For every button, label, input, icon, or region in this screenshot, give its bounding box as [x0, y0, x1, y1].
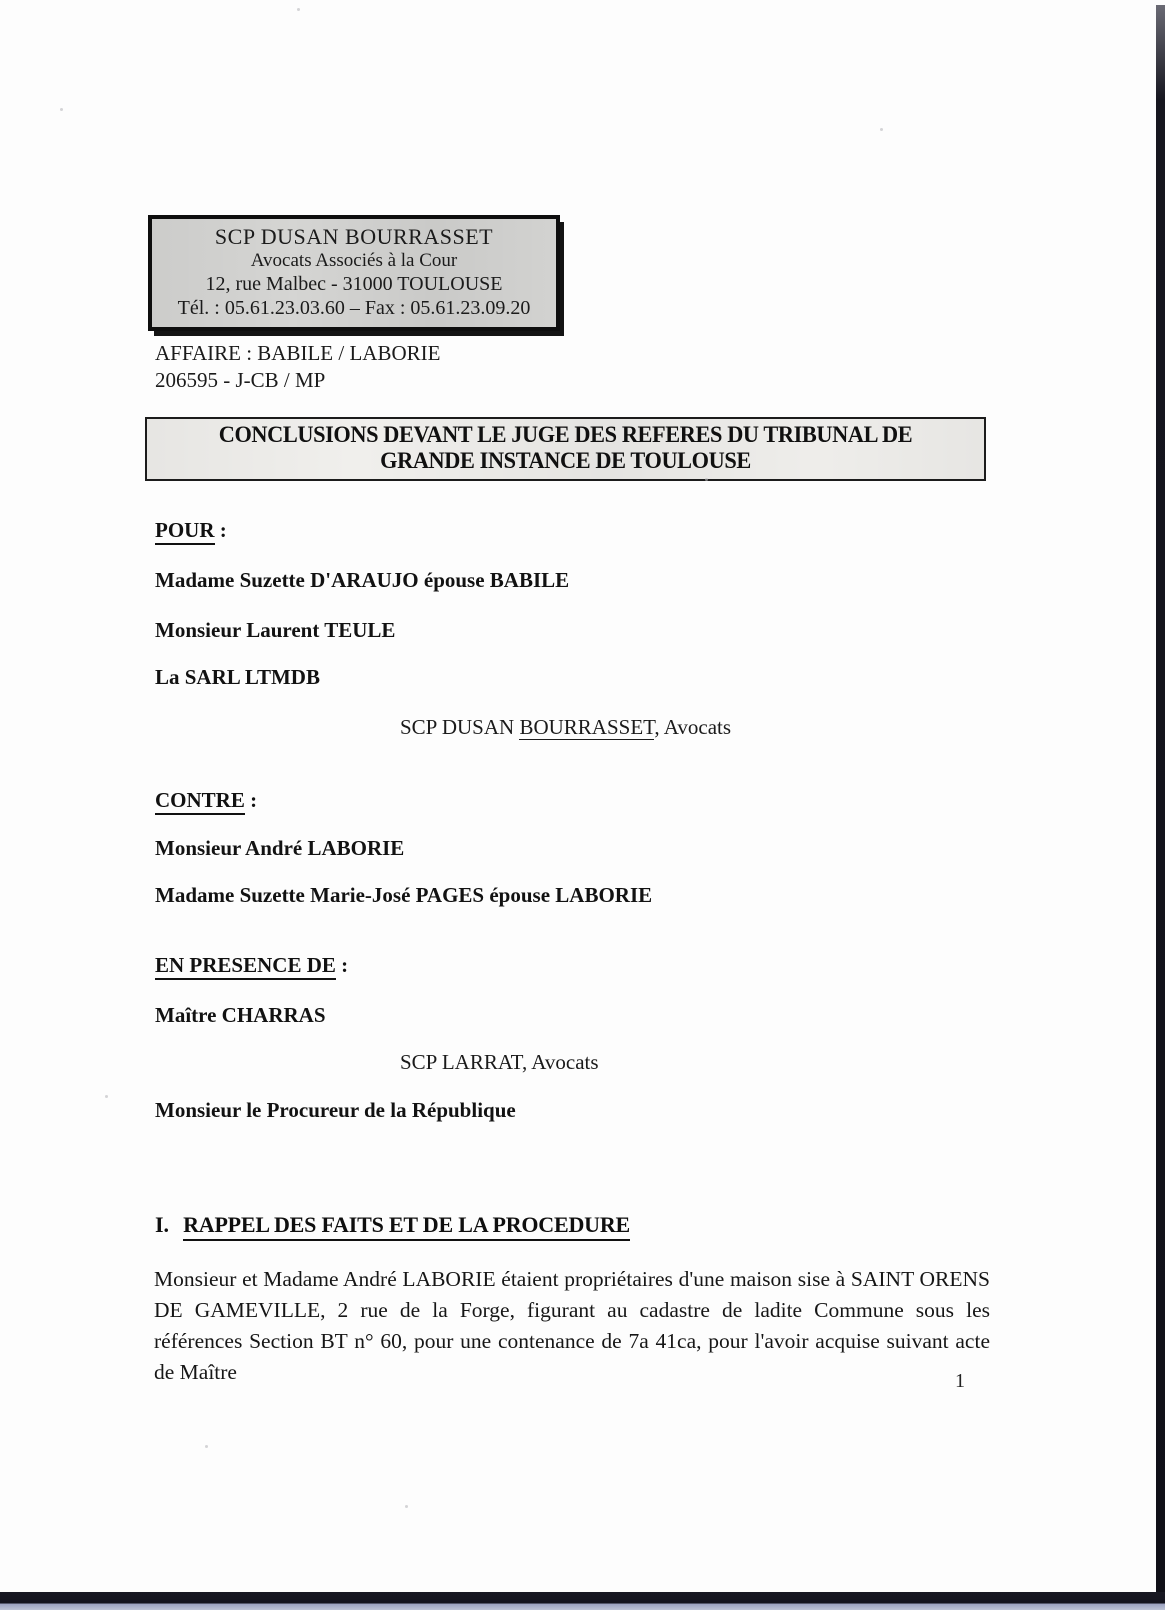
letterhead-phone-fax: Tél. : 05.61.23.03.60 – Fax : 05.61.23.09.20	[177, 297, 531, 319]
section-1-body-paragraph: Monsieur et Madame André LABORIE étaient propriétaires d'une maison sise à SAINT ORENS DE GAMEVILLE, 2 rue de la Forge, figurant au cadastre de ladite Commune sous les références Section BT n° 60, pour une contenance de 7a 41ca, pour l'avoir acquise suivant acte de Maître	[154, 1267, 990, 1384]
contre-label: CONTRE :	[155, 788, 257, 813]
document-title-box	[145, 417, 986, 481]
section-1-numeral: I.	[155, 1212, 170, 1237]
pour-party-1: Madame Suzette D'ARAUJO épouse BABILE	[155, 568, 570, 592]
scan-speck	[205, 1445, 208, 1448]
scan-edge-bottom	[0, 1592, 1165, 1610]
document-title-line2: GRANDE INSTANCE DE TOULOUSE	[380, 448, 751, 473]
page-number: 1	[955, 1370, 965, 1392]
scan-speck	[105, 1095, 108, 1098]
contre-party-1: Monsieur André LABORIE	[155, 836, 405, 860]
pour-party-3: La SARL LTMDB	[155, 665, 320, 689]
presence-counsel: SCP LARRAT, Avocats	[400, 1050, 599, 1074]
case-reference-affaire: AFFAIRE : BABILE / LABORIE	[155, 341, 441, 365]
scan-speck	[705, 478, 708, 481]
pour-party-2: Monsieur Laurent TEULE	[155, 618, 396, 642]
letterhead-box	[148, 215, 560, 331]
pour-label: POUR :	[155, 518, 227, 543]
section-1-heading	[155, 1212, 630, 1238]
scan-speck	[405, 1505, 408, 1508]
case-reference-number: 206595 - J-CB / MP	[155, 368, 326, 392]
scan-speck	[880, 128, 883, 131]
contre-party-2: Madame Suzette Marie-José PAGES épouse LABORIE	[155, 883, 653, 907]
scan-edge-right	[1156, 5, 1165, 1600]
section-1-title: RAPPEL DES FAITS ET DE LA PROCEDURE	[183, 1212, 630, 1241]
letterhead-address: 12, rue Malbec - 31000 TOULOUSE	[205, 273, 503, 295]
case-reference	[155, 340, 440, 394]
scan-speck	[60, 108, 63, 111]
presence-party-1: Maître CHARRAS	[155, 1003, 326, 1027]
presence-party-2: Monsieur le Procureur de la République	[155, 1098, 516, 1122]
pour-counsel: SCP DUSAN BOURRASSET, Avocats	[400, 715, 732, 739]
document-title-line1: CONCLUSIONS DEVANT LE JUGE DES REFERES DU TRIBUNAL DE	[218, 422, 913, 447]
letterhead-firm-name: SCP DUSAN BOURRASSET	[214, 224, 494, 249]
letterhead-subtitle: Avocats Associés à la Cour	[250, 250, 458, 271]
presence-label: EN PRESENCE DE :	[155, 953, 348, 978]
scan-speck	[297, 8, 300, 11]
